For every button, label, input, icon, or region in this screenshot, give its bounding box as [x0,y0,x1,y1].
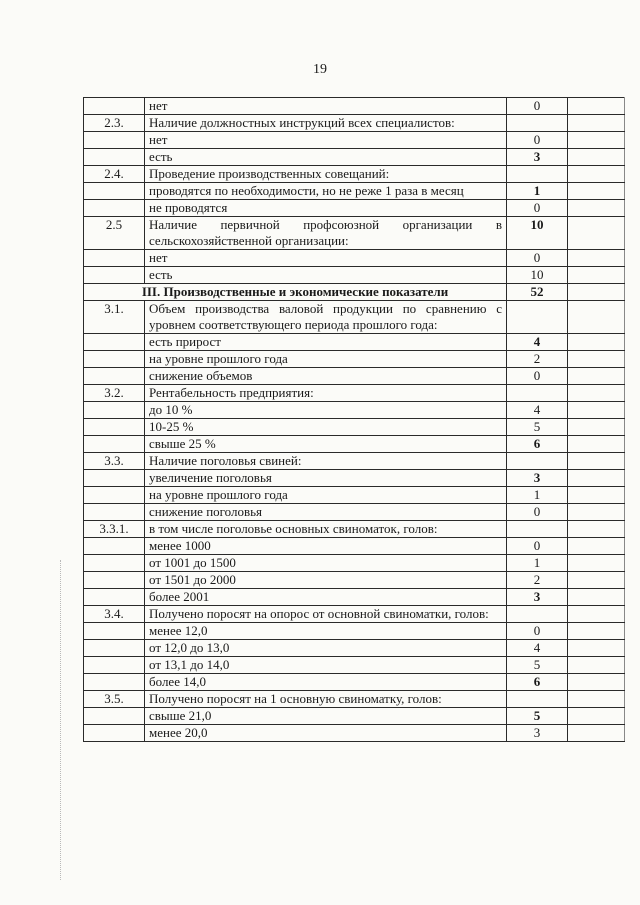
option-row [84,149,625,166]
row-score: 3 [507,470,568,487]
row-text: Получено поросят на опорос от основной свиноматки, голов: [145,606,507,623]
row-score [507,691,568,708]
option-row [84,250,625,267]
row-number: 3.4. [84,606,145,623]
row-number [84,351,145,368]
row-number [84,538,145,555]
option-row [84,487,625,504]
row-score: 5 [507,708,568,725]
empty-cell [568,284,625,301]
row-number [84,504,145,521]
row-score: 3 [507,149,568,166]
row-number [84,98,145,115]
option-row [84,183,625,200]
criterion-row [84,606,625,623]
row-text: нет [145,250,507,267]
criterion-row [84,691,625,708]
row-number: 2.4. [84,166,145,183]
row-score: 5 [507,657,568,674]
row-number [84,267,145,284]
empty-cell [568,402,625,419]
row-score: 0 [507,623,568,640]
row-score: 2 [507,572,568,589]
section-title: III. Производственные и экономические показатели [84,284,507,301]
option-row [84,98,625,115]
row-text: в том числе поголовье основных свиноматок, голов: [145,521,507,538]
row-text: Наличие первичной профсоюзной организации в сельскохозяйственной организации: [145,217,507,250]
option-row [84,200,625,217]
row-number [84,487,145,504]
page-number: 19 [313,62,327,77]
row-score: 0 [507,504,568,521]
empty-cell [568,166,625,183]
criterion-row [84,166,625,183]
empty-cell [568,538,625,555]
row-text: менее 1000 [145,538,507,555]
row-score: 0 [507,132,568,149]
empty-cell [568,98,625,115]
row-score: 6 [507,436,568,453]
section-row [84,284,625,301]
row-score: 4 [507,402,568,419]
empty-cell [568,351,625,368]
row-text: свыше 21,0 [145,708,507,725]
row-text: на уровне прошлого года [145,351,507,368]
row-text: более 14,0 [145,674,507,691]
empty-cell [568,657,625,674]
empty-cell [568,267,625,284]
empty-cell [568,708,625,725]
row-score [507,115,568,132]
row-text: от 1001 до 1500 [145,555,507,572]
empty-cell [568,555,625,572]
row-score [507,166,568,183]
row-number: 3.1. [84,301,145,334]
row-number [84,149,145,166]
row-text: от 12,0 до 13,0 [145,640,507,657]
row-score: 2 [507,351,568,368]
row-number [84,708,145,725]
row-text: более 2001 [145,589,507,606]
row-score: 3 [507,725,568,742]
empty-cell [568,115,625,132]
empty-cell [568,334,625,351]
row-score: 0 [507,538,568,555]
empty-cell [568,606,625,623]
row-score: 0 [507,250,568,267]
row-score: 4 [507,334,568,351]
empty-cell [568,419,625,436]
row-score: 3 [507,589,568,606]
row-text: от 13,1 до 14,0 [145,657,507,674]
row-score [507,606,568,623]
row-number [84,436,145,453]
row-number: 2.3. [84,115,145,132]
option-row [84,572,625,589]
option-row [84,555,625,572]
row-text: от 1501 до 2000 [145,572,507,589]
option-row [84,640,625,657]
row-text: до 10 % [145,402,507,419]
row-number [84,402,145,419]
row-number [84,674,145,691]
row-number: 3.3.1. [84,521,145,538]
row-score: 5 [507,419,568,436]
empty-cell [568,521,625,538]
empty-cell [568,674,625,691]
option-row [84,402,625,419]
criterion-row [84,115,625,132]
row-number [84,555,145,572]
row-score: 0 [507,98,568,115]
empty-cell [568,487,625,504]
row-number: 3.3. [84,453,145,470]
row-score [507,385,568,402]
row-text: Проведение производственных совещаний: [145,166,507,183]
empty-cell [568,132,625,149]
row-text: проводятся по необходимости, но не реже 1 раза в месяц [145,183,507,200]
option-row [84,504,625,521]
row-text: снижение поголовья [145,504,507,521]
option-row [84,674,625,691]
row-number [84,572,145,589]
row-text: менее 12,0 [145,623,507,640]
empty-cell [568,725,625,742]
row-text: снижение объемов [145,368,507,385]
row-score: 10 [507,217,568,250]
row-score: 6 [507,674,568,691]
empty-cell [568,470,625,487]
row-number [84,470,145,487]
option-row [84,589,625,606]
row-number: 2.5 [84,217,145,250]
row-text: увеличение поголовья [145,470,507,487]
option-row [84,725,625,742]
row-number: 3.5. [84,691,145,708]
row-score: 1 [507,487,568,504]
row-score: 1 [507,555,568,572]
row-number [84,657,145,674]
empty-cell [568,691,625,708]
row-text: Наличие должностных инструкций всех специалистов: [145,115,507,132]
row-text: свыше 25 % [145,436,507,453]
empty-cell [568,250,625,267]
option-row [84,368,625,385]
row-text: на уровне прошлого года [145,487,507,504]
criteria-table [83,97,625,742]
row-number [84,368,145,385]
empty-cell [568,589,625,606]
option-row [84,470,625,487]
row-score [507,453,568,470]
criterion-row [84,301,625,334]
row-text: нет [145,98,507,115]
criterion-row [84,217,625,250]
empty-cell [568,301,625,334]
empty-cell [568,623,625,640]
empty-cell [568,436,625,453]
option-row [84,419,625,436]
option-row [84,708,625,725]
row-text: менее 20,0 [145,725,507,742]
criterion-row [84,453,625,470]
empty-cell [568,385,625,402]
empty-cell [568,368,625,385]
row-text: не проводятся [145,200,507,217]
row-text: нет [145,132,507,149]
empty-cell [568,572,625,589]
option-row [84,132,625,149]
empty-cell [568,504,625,521]
row-score: 0 [507,368,568,385]
criterion-row [84,521,625,538]
row-number [84,132,145,149]
section-score: 52 [507,284,568,301]
row-number [84,589,145,606]
option-row [84,538,625,555]
empty-cell [568,640,625,657]
row-text: 10-25 % [145,419,507,436]
row-number [84,250,145,267]
row-number [84,640,145,657]
row-number [84,334,145,351]
empty-cell [568,183,625,200]
row-number [84,623,145,640]
row-score: 10 [507,267,568,284]
option-row [84,267,625,284]
option-row [84,623,625,640]
option-row [84,334,625,351]
row-number: 3.2. [84,385,145,402]
row-score: 1 [507,183,568,200]
empty-cell [568,217,625,250]
empty-cell [568,200,625,217]
row-number [84,725,145,742]
option-row [84,657,625,674]
row-text: есть [145,149,507,166]
row-score: 0 [507,200,568,217]
row-text: Получено поросят на 1 основную свиноматку, голов: [145,691,507,708]
row-score [507,301,568,334]
empty-cell [568,453,625,470]
row-number [84,419,145,436]
row-score: 4 [507,640,568,657]
margin-scan-artifact [60,560,62,880]
option-row [84,436,625,453]
empty-cell [568,149,625,166]
row-number [84,183,145,200]
row-number [84,200,145,217]
option-row [84,351,625,368]
row-text: есть прирост [145,334,507,351]
row-text: есть [145,267,507,284]
row-text: Наличие поголовья свиней: [145,453,507,470]
criterion-row [84,385,625,402]
row-score [507,521,568,538]
row-text: Объем производства валовой продукции по сравнению с уровнем соответствующего периода прошлого года: [145,301,507,334]
row-text: Рентабельность предприятия: [145,385,507,402]
